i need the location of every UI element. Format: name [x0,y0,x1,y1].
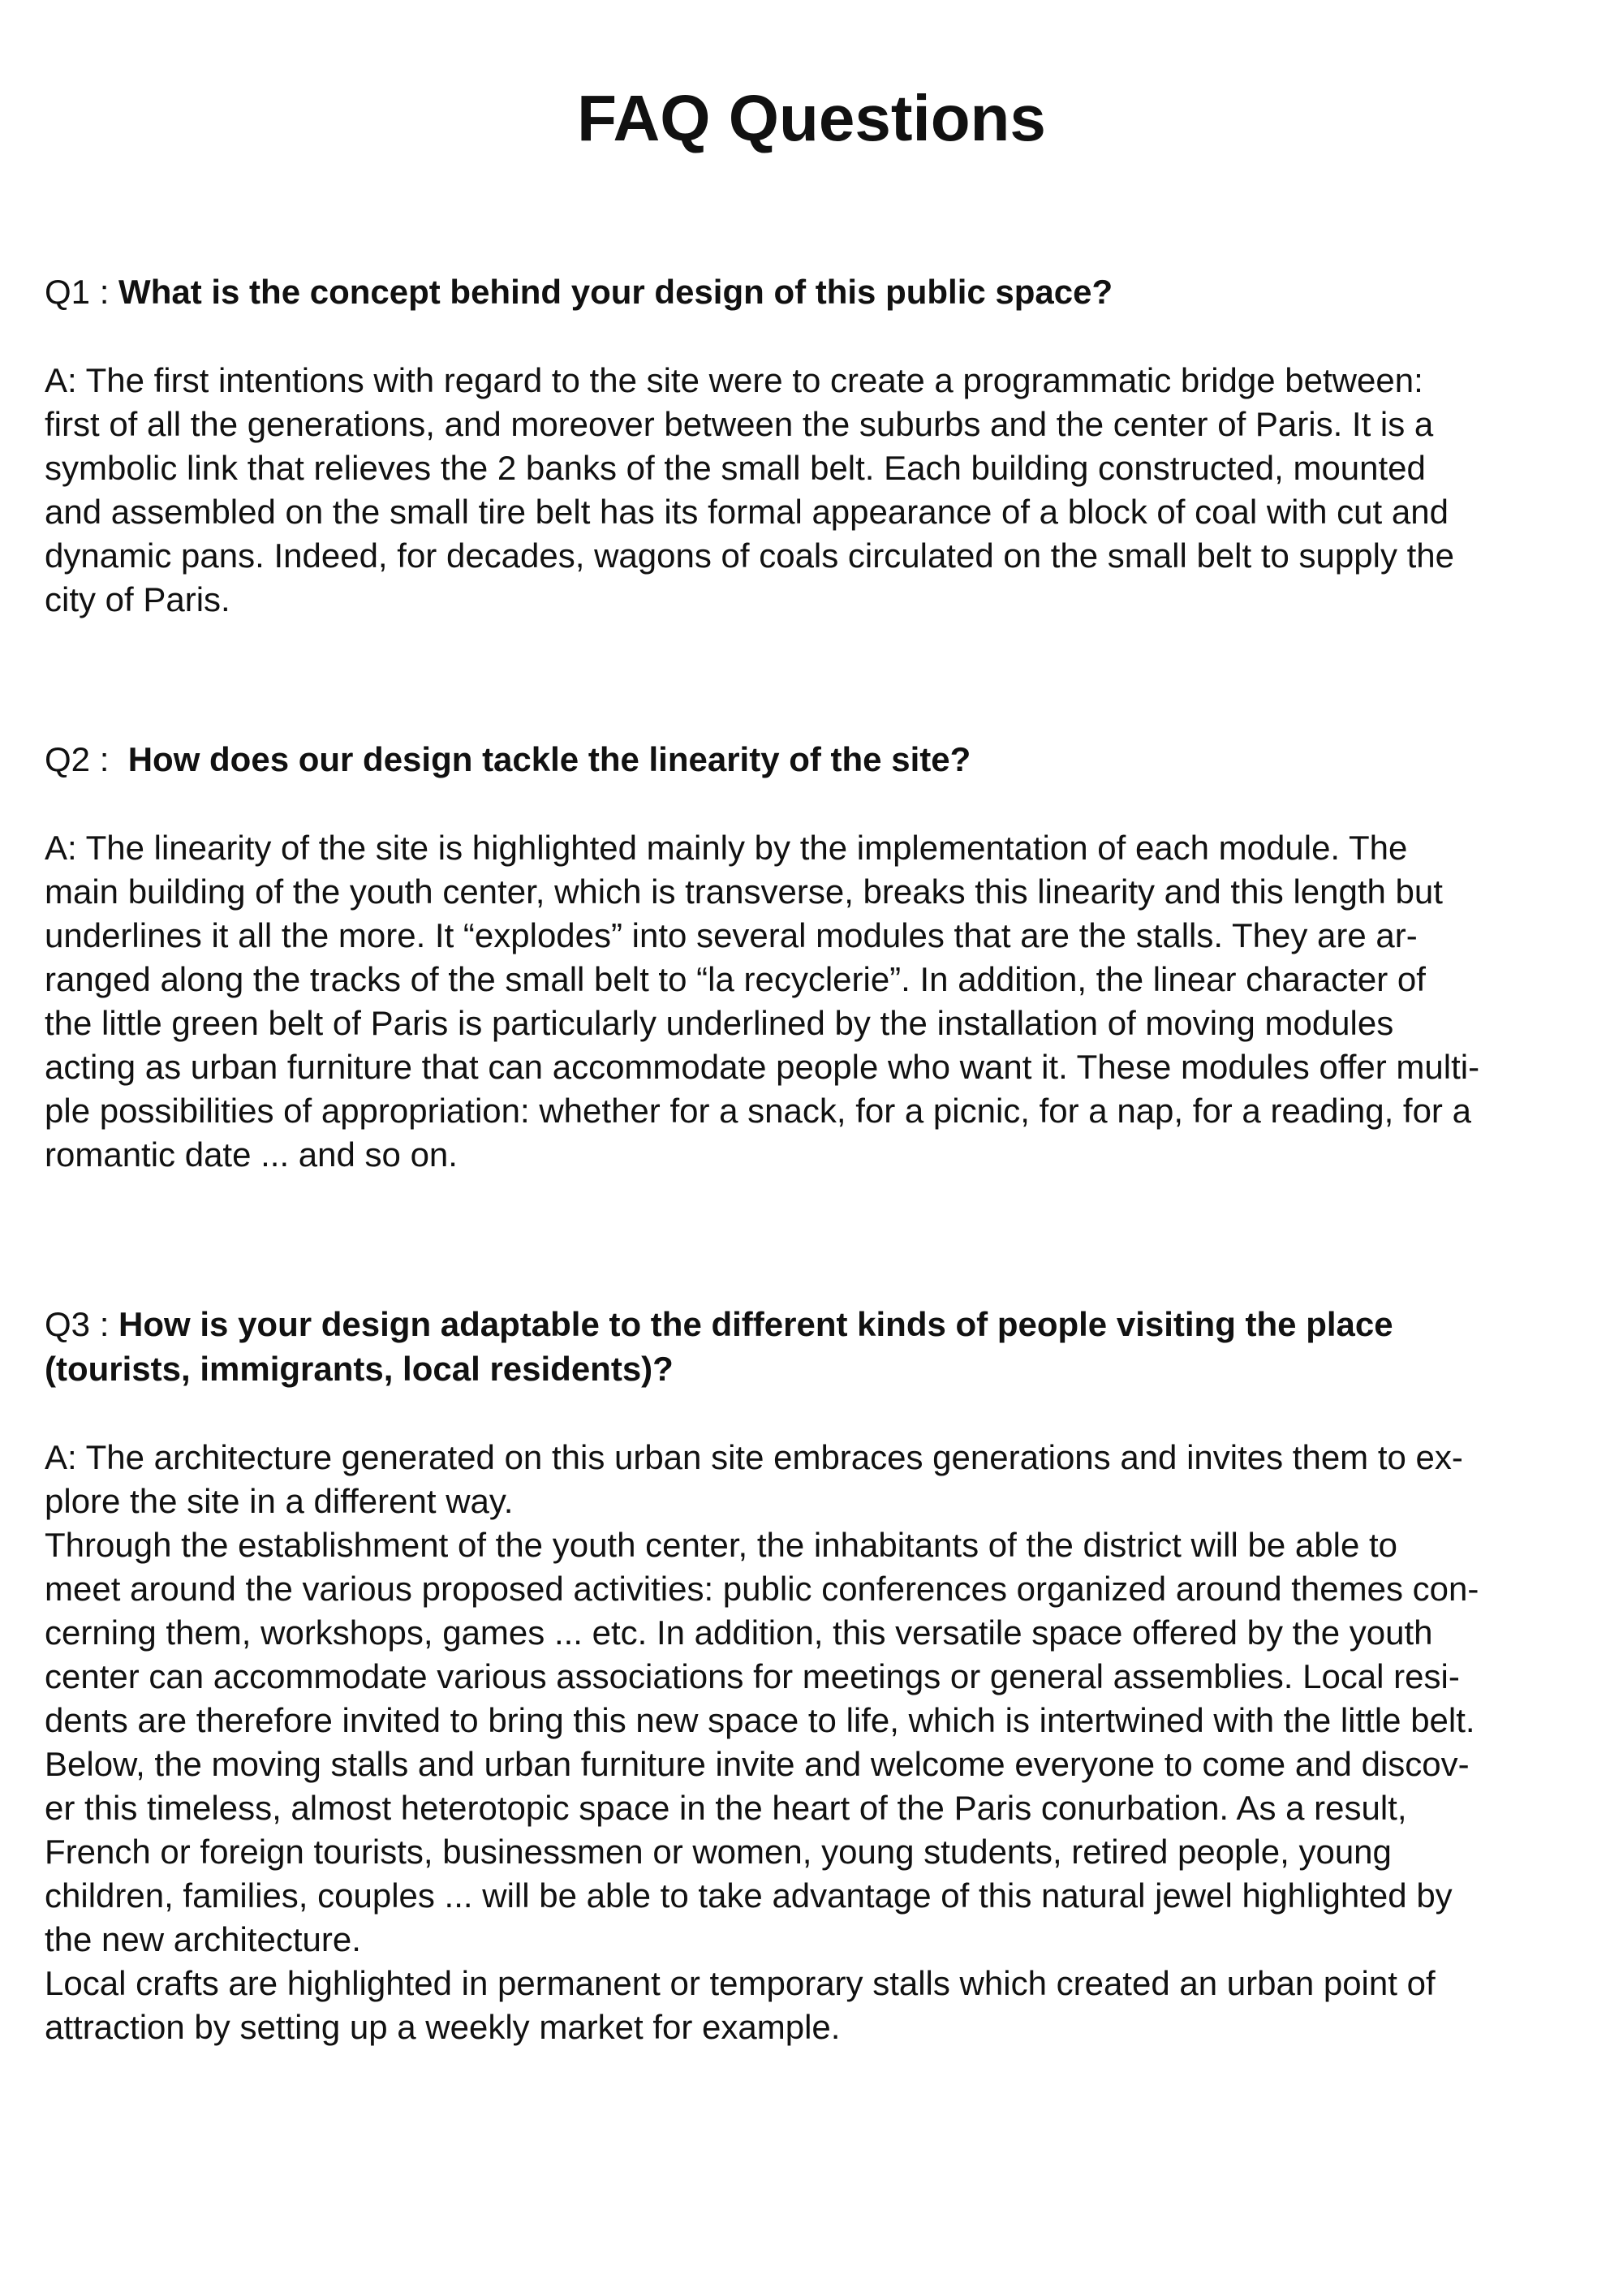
answer-line: symbolic link that relieves the 2 banks of the small belt. Each building constructed, mounted [45,449,1426,487]
question-text: How does our design tackle the linearity of the site? [127,740,971,778]
answer-3 [45,1436,1586,2049]
answer-line: A: The linearity of the site is highlighted mainly by the implementation of each module. The [45,829,1408,867]
answer-line: romantic date ... and so on. [45,1135,458,1174]
question-text: How is your design adaptable to the different kinds of people visiting the place [118,1305,1393,1343]
faq-item-2 [45,737,1586,1177]
answer-line: er this timeless, almost heterotopic space in the heart of the Paris conurbation. As a result, [45,1789,1407,1827]
answer-line: center can accommodate various associations for meetings or general assemblies. Local resi- [45,1657,1460,1695]
answer-line: ranged along the tracks of the small belt to “la recyclerie”. In addition, the linear character of [45,960,1426,998]
question-text-continued: (tourists, immigrants, local residents)? [45,1350,674,1388]
answer-line: first of all the generations, and moreover between the suburbs and the center of Paris. It is a [45,405,1434,443]
answer-line: A: The first intentions with regard to the site were to create a programmatic bridge between: [45,361,1423,399]
answer-line: dents are therefore invited to bring this new space to life, which is intertwined with the little belt. [45,1701,1475,1739]
question-text: What is the concept behind your design of this public space? [118,273,1113,311]
answer-line: attraction by setting up a weekly market for example. [45,2008,841,2046]
answer-line: city of Paris. [45,580,230,618]
answer-line: cerning them, workshops, games ... etc. In addition, this versatile space offered by the youth [45,1613,1433,1652]
answer-line: Through the establishment of the youth center, the inhabitants of the district will be able to [45,1526,1397,1564]
faq-item-3 [45,1302,1586,2049]
answer-line: main building of the youth center, which is transverse, breaks this linearity and this length but [45,872,1443,911]
answer-line: Below, the moving stalls and urban furniture invite and welcome everyone to come and discov- [45,1745,1470,1783]
answer-line: underlines it all the more. It “explodes” into several modules that are the stalls. They are ar- [45,916,1418,954]
answer-line: and assembled on the small tire belt has its formal appearance of a block of coal with cut and [45,493,1449,531]
faq-item-1 [45,269,1586,622]
answer-line: meet around the various proposed activities: public conferences organized around themes con- [45,1570,1479,1608]
answer-line: ple possibilities of appropriation: whether for a snack, for a picnic, for a nap, for a reading, for a [45,1092,1471,1130]
question-3 [45,1302,1586,1391]
answer-line: the little green belt of Paris is particularly underlined by the installation of moving modules [45,1004,1394,1042]
page-title: FAQ Questions [577,82,1046,154]
answer-2 [45,826,1586,1177]
answer-line: French or foreign tourists, businessmen or women, young students, retired people, young [45,1833,1392,1871]
answer-1 [45,359,1586,622]
answer-line: the new architecture. [45,1920,361,1958]
question-2 [45,737,1586,782]
question-label: Q3 : [45,1305,119,1343]
question-label: Q2 : [45,740,128,778]
answer-line: A: The architecture generated on this urban site embraces generations and invites them to ex- [45,1438,1463,1476]
answer-line: children, families, couples ... will be able to take advantage of this natural jewel highlighted by [45,1876,1453,1915]
question-line [45,1302,1586,1346]
answer-line: plore the site in a different way. [45,1482,514,1520]
answer-line: Local crafts are highlighted in permanent or temporary stalls which created an urban point of [45,1964,1436,2002]
answer-line: dynamic pans. Indeed, for decades, wagons of coals circulated on the small belt to supply the [45,536,1455,575]
question-label: Q1 : [45,273,119,311]
answer-line: acting as urban furniture that can accommodate people who want it. These modules offer multi- [45,1048,1480,1086]
question-1 [45,269,1586,314]
